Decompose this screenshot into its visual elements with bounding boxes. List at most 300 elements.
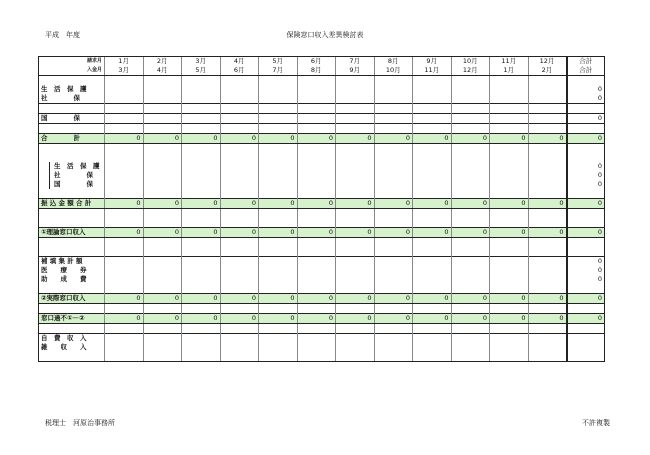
month-cell xyxy=(220,304,259,314)
row-riron-madoguchi xyxy=(39,228,605,238)
month-cell xyxy=(105,343,144,352)
month-cell xyxy=(220,76,259,86)
month-cell: 0 xyxy=(528,228,567,238)
month-cell xyxy=(105,275,144,284)
month-cell: 0 xyxy=(259,199,298,209)
month-cell xyxy=(336,257,375,267)
month-cell xyxy=(451,275,490,284)
month-cell xyxy=(220,171,259,180)
month-cell: 0 xyxy=(336,199,375,209)
month-cell: 0 xyxy=(336,134,375,144)
row-label: 振 込 金 額 合 計 xyxy=(39,199,105,209)
month-cell xyxy=(413,209,452,219)
month-cell xyxy=(374,284,413,294)
month-cell xyxy=(336,324,375,334)
month-cell xyxy=(143,352,182,362)
month-cell xyxy=(336,304,375,314)
month-cell xyxy=(490,218,529,228)
month-cell xyxy=(297,343,336,352)
month-cell xyxy=(451,104,490,114)
month-cell xyxy=(336,171,375,180)
month-cell: 0 xyxy=(451,314,490,324)
month-cell: 0 xyxy=(105,199,144,209)
month-cell xyxy=(220,352,259,362)
month-cell: 0 xyxy=(143,199,182,209)
month-cell xyxy=(490,76,529,86)
month-cell xyxy=(259,257,298,267)
month-cell xyxy=(490,247,529,257)
month-cell xyxy=(490,284,529,294)
month-cell xyxy=(528,266,567,275)
month-cell xyxy=(413,324,452,334)
month-cell xyxy=(143,275,182,284)
month-cell xyxy=(143,153,182,162)
month-cell xyxy=(259,284,298,294)
blank-row xyxy=(39,352,605,362)
month-cell xyxy=(182,343,221,352)
month-header: 6月 xyxy=(297,57,336,67)
month-cell xyxy=(259,85,298,94)
blank-row xyxy=(39,209,605,219)
month-cell xyxy=(143,218,182,228)
month-cell xyxy=(451,284,490,294)
month-cell xyxy=(105,171,144,180)
month-cell xyxy=(143,189,182,199)
blank-row xyxy=(39,76,605,86)
month-cell xyxy=(182,114,221,124)
month-cell xyxy=(374,257,413,267)
month-cell: 0 xyxy=(451,228,490,238)
month-cell xyxy=(451,266,490,275)
month-cell: 0 xyxy=(105,134,144,144)
month-cell xyxy=(143,124,182,134)
month-cell: 0 xyxy=(374,314,413,324)
row-label: ①理論窓口収入 xyxy=(39,228,105,238)
month-cell: 0 xyxy=(451,294,490,304)
month-header: 10月 xyxy=(451,57,490,67)
month-cell xyxy=(297,209,336,219)
total-cell xyxy=(567,324,605,334)
total-cell xyxy=(567,334,605,344)
row-seikatsu-hogo xyxy=(39,85,605,94)
row-label: 雑 収 入 xyxy=(39,343,105,352)
month-cell xyxy=(413,275,452,284)
total-cell: 0 xyxy=(567,171,605,180)
month-cell xyxy=(336,266,375,275)
month-cell: 0 xyxy=(374,294,413,304)
month-cell xyxy=(413,218,452,228)
row-label: 窓口過不①－② xyxy=(39,314,105,324)
month-cell xyxy=(259,324,298,334)
month-cell xyxy=(259,343,298,352)
total-cell xyxy=(567,343,605,352)
month-cell xyxy=(220,153,259,162)
month-cell xyxy=(336,114,375,124)
month-cell xyxy=(374,180,413,189)
month-cell: 0 xyxy=(374,134,413,144)
month-cell xyxy=(413,124,452,134)
month-cell xyxy=(374,162,413,171)
month-cell xyxy=(528,352,567,362)
month-cell xyxy=(336,238,375,248)
month-cell xyxy=(105,218,144,228)
month-header: 11月 xyxy=(490,57,529,67)
blank-row xyxy=(39,153,605,162)
month-header: 1月 xyxy=(490,66,529,76)
month-cell xyxy=(297,238,336,248)
month-cell: 0 xyxy=(374,228,413,238)
month-cell xyxy=(451,124,490,134)
month-cell: 0 xyxy=(490,228,529,238)
month-cell xyxy=(259,352,298,362)
month-cell xyxy=(143,171,182,180)
month-cell xyxy=(220,266,259,275)
month-cell xyxy=(374,334,413,344)
month-cell xyxy=(490,153,529,162)
month-cell: 0 xyxy=(528,199,567,209)
month-cell: 0 xyxy=(413,314,452,324)
month-cell xyxy=(105,304,144,314)
month-cell xyxy=(413,180,452,189)
month-cell xyxy=(105,189,144,199)
month-cell: 0 xyxy=(182,228,221,238)
month-cell xyxy=(143,247,182,257)
month-cell xyxy=(374,324,413,334)
month-cell xyxy=(143,304,182,314)
month-cell xyxy=(336,94,375,104)
month-cell xyxy=(297,171,336,180)
month-cell xyxy=(143,209,182,219)
row-label: 合 計 xyxy=(39,134,105,144)
month-cell: 0 xyxy=(297,228,336,238)
month-header: 1月 xyxy=(105,57,144,67)
month-cell: 0 xyxy=(297,199,336,209)
month-cell xyxy=(259,76,298,86)
month-cell xyxy=(259,114,298,124)
month-cell: 0 xyxy=(143,134,182,144)
month-cell xyxy=(182,275,221,284)
month-cell xyxy=(297,352,336,362)
month-cell xyxy=(490,334,529,344)
month-cell xyxy=(528,114,567,124)
month-cell xyxy=(451,153,490,162)
row-sub-kokuho xyxy=(39,180,605,189)
month-cell xyxy=(220,284,259,294)
total-cell xyxy=(567,352,605,362)
month-cell xyxy=(490,104,529,114)
month-cell xyxy=(528,209,567,219)
row-label xyxy=(39,162,105,171)
month-cell xyxy=(143,94,182,104)
month-cell xyxy=(182,85,221,94)
month-cell xyxy=(451,343,490,352)
month-cell xyxy=(374,124,413,134)
month-cell xyxy=(259,247,298,257)
month-cell: 0 xyxy=(490,294,529,304)
month-cell xyxy=(143,114,182,124)
empty-label xyxy=(39,238,105,248)
month-cell xyxy=(105,334,144,344)
month-cell xyxy=(413,266,452,275)
month-cell xyxy=(490,209,529,219)
month-cell xyxy=(297,304,336,314)
month-cell: 0 xyxy=(143,228,182,238)
month-cell: 0 xyxy=(220,294,259,304)
month-cell xyxy=(220,209,259,219)
row-label: 助 成 費 xyxy=(39,275,105,284)
month-cell: 0 xyxy=(413,228,452,238)
empty-label xyxy=(39,209,105,219)
month-cell xyxy=(451,334,490,344)
row-kaigo-shukei xyxy=(39,257,605,267)
month-cell xyxy=(451,76,490,86)
month-cell xyxy=(374,247,413,257)
empty-label xyxy=(39,144,105,154)
month-cell xyxy=(374,209,413,219)
month-cell xyxy=(220,124,259,134)
month-cell xyxy=(105,180,144,189)
month-cell xyxy=(528,218,567,228)
row-josei-hi xyxy=(39,275,605,284)
month-cell xyxy=(336,76,375,86)
month-cell: 0 xyxy=(105,228,144,238)
total-cell xyxy=(567,189,605,199)
month-cell xyxy=(259,144,298,154)
month-cell xyxy=(336,343,375,352)
month-cell xyxy=(374,343,413,352)
month-cell xyxy=(143,85,182,94)
month-cell xyxy=(220,247,259,257)
row-label: 補 填 集 計 額 xyxy=(39,257,105,267)
month-cell xyxy=(297,275,336,284)
month-cell xyxy=(528,304,567,314)
blank-row xyxy=(39,247,605,257)
month-cell xyxy=(451,144,490,154)
month-cell xyxy=(528,162,567,171)
month-cell xyxy=(297,114,336,124)
month-cell xyxy=(528,334,567,344)
total-header: 合計 xyxy=(567,57,605,67)
row-label: 生 活 保 護 xyxy=(39,85,105,94)
month-cell: 0 xyxy=(336,314,375,324)
month-cell xyxy=(413,162,452,171)
month-cell xyxy=(182,266,221,275)
row-label: 国 保 xyxy=(39,114,105,124)
month-cell xyxy=(490,171,529,180)
month-header: 2月 xyxy=(143,57,182,67)
copyright-notice: 不許複製 xyxy=(582,419,610,427)
row-madoguchi-kabusoku xyxy=(39,314,605,324)
month-cell xyxy=(451,257,490,267)
month-cell: 0 xyxy=(490,134,529,144)
month-cell xyxy=(413,76,452,86)
month-cell xyxy=(451,238,490,248)
month-cell xyxy=(297,247,336,257)
total-cell xyxy=(567,153,605,162)
month-cell xyxy=(528,94,567,104)
month-header: 6月 xyxy=(220,66,259,76)
month-cell xyxy=(105,76,144,86)
month-cell xyxy=(528,247,567,257)
month-cell xyxy=(105,104,144,114)
month-cell xyxy=(182,304,221,314)
month-cell xyxy=(105,247,144,257)
row-label-text: 社 保 xyxy=(49,171,102,180)
month-cell xyxy=(413,144,452,154)
month-cell xyxy=(413,284,452,294)
month-cell xyxy=(182,124,221,134)
month-cell xyxy=(220,144,259,154)
blank-row xyxy=(39,124,605,134)
month-cell xyxy=(220,104,259,114)
month-cell xyxy=(259,162,298,171)
empty-label xyxy=(39,284,105,294)
month-cell xyxy=(528,144,567,154)
row-label: 自 費 収 入 xyxy=(39,334,105,344)
month-header: 10月 xyxy=(374,66,413,76)
month-cell xyxy=(182,189,221,199)
month-cell xyxy=(413,257,452,267)
month-cell xyxy=(413,189,452,199)
month-cell xyxy=(182,209,221,219)
month-cell xyxy=(105,352,144,362)
month-cell xyxy=(528,324,567,334)
month-header: 7月 xyxy=(259,66,298,76)
month-header: 12月 xyxy=(451,66,490,76)
month-cell: 0 xyxy=(374,199,413,209)
month-cell xyxy=(413,85,452,94)
month-cell xyxy=(490,189,529,199)
total-cell xyxy=(567,209,605,219)
month-cell xyxy=(259,171,298,180)
office-name: 税理士 河原治事務所 xyxy=(45,419,115,427)
month-cell xyxy=(105,257,144,267)
month-cell xyxy=(336,104,375,114)
total-cell: 0 xyxy=(567,85,605,94)
month-cell xyxy=(374,189,413,199)
empty-label xyxy=(39,124,105,134)
month-cell xyxy=(451,180,490,189)
month-cell xyxy=(490,275,529,284)
month-header: 12月 xyxy=(528,57,567,67)
month-cell xyxy=(182,104,221,114)
month-cell xyxy=(105,284,144,294)
row-zatsu-shunyu xyxy=(39,343,605,352)
month-header: 4月 xyxy=(143,66,182,76)
month-cell xyxy=(105,94,144,104)
month-cell xyxy=(451,114,490,124)
month-cell xyxy=(336,247,375,257)
month-cell xyxy=(182,180,221,189)
row-label: 社 保 xyxy=(39,94,105,104)
month-cell xyxy=(182,284,221,294)
month-cell xyxy=(413,238,452,248)
total-cell: 0 xyxy=(567,162,605,171)
month-cell xyxy=(182,153,221,162)
month-header: 3月 xyxy=(182,57,221,67)
month-cell xyxy=(182,257,221,267)
total-cell xyxy=(567,238,605,248)
month-cell xyxy=(374,85,413,94)
row-label: ②実際窓口収入 xyxy=(39,294,105,304)
month-cell: 0 xyxy=(297,294,336,304)
month-header: 9月 xyxy=(336,66,375,76)
month-cell xyxy=(259,275,298,284)
total-cell: 0 xyxy=(567,180,605,189)
month-cell xyxy=(451,209,490,219)
total-cell xyxy=(567,144,605,154)
month-cell: 0 xyxy=(182,134,221,144)
month-cell xyxy=(220,85,259,94)
month-cell xyxy=(259,238,298,248)
month-cell xyxy=(374,266,413,275)
row-jihi-shunyu xyxy=(39,334,605,344)
month-cell xyxy=(297,124,336,134)
reconciliation-table xyxy=(38,56,605,362)
month-cell xyxy=(336,144,375,154)
month-cell xyxy=(336,180,375,189)
month-cell xyxy=(259,266,298,275)
blank-row xyxy=(39,324,605,334)
month-cell xyxy=(259,180,298,189)
row-label-text: 国 保 xyxy=(49,180,102,189)
month-cell xyxy=(220,189,259,199)
month-cell xyxy=(528,85,567,94)
month-cell xyxy=(220,114,259,124)
month-cell xyxy=(297,257,336,267)
month-cell: 0 xyxy=(259,228,298,238)
month-header: 2月 xyxy=(528,66,567,76)
month-cell xyxy=(336,85,375,94)
month-cell xyxy=(490,162,529,171)
month-cell xyxy=(259,334,298,344)
month-cell xyxy=(490,352,529,362)
month-cell xyxy=(528,238,567,248)
month-cell xyxy=(451,304,490,314)
month-cell: 0 xyxy=(259,314,298,324)
empty-label xyxy=(39,153,105,162)
month-cell xyxy=(528,284,567,294)
month-cell xyxy=(105,162,144,171)
month-cell xyxy=(451,324,490,334)
month-header: 4月 xyxy=(220,57,259,67)
row-label xyxy=(39,180,105,189)
month-cell: 0 xyxy=(182,199,221,209)
blank-row xyxy=(39,104,605,114)
month-cell xyxy=(220,275,259,284)
month-cell xyxy=(297,85,336,94)
month-cell xyxy=(413,343,452,352)
month-cell xyxy=(336,162,375,171)
month-cell: 0 xyxy=(105,314,144,324)
month-cell xyxy=(451,352,490,362)
month-cell xyxy=(528,275,567,284)
total-cell: 0 xyxy=(567,266,605,275)
month-cell xyxy=(105,153,144,162)
month-cell xyxy=(143,144,182,154)
month-cell xyxy=(259,304,298,314)
month-cell xyxy=(259,209,298,219)
month-header: 5月 xyxy=(182,66,221,76)
blank-row xyxy=(39,304,605,314)
month-cell xyxy=(182,162,221,171)
blank-row xyxy=(39,218,605,228)
month-cell xyxy=(297,266,336,275)
total-cell: 0 xyxy=(567,94,605,104)
month-cell xyxy=(528,343,567,352)
month-cell xyxy=(143,257,182,267)
header-row-label: 請求月 xyxy=(39,57,105,67)
